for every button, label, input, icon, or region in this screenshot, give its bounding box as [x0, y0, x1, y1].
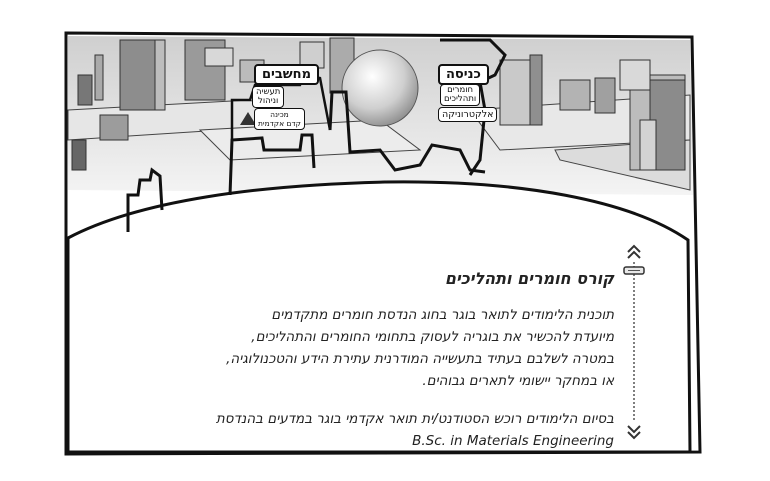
sign-industry-label-2: וניהול — [258, 96, 279, 106]
sign-entrance[interactable] — [438, 64, 489, 85]
course-description — [190, 268, 614, 449]
sign-materials-label-1: חומרים — [447, 85, 474, 95]
sign-academic-preparatory[interactable] — [254, 108, 305, 130]
sign-electronics-label: אלקטרוניקה — [442, 109, 494, 120]
paragraph-line: B.Sc. in Materials Engineering — [412, 433, 614, 449]
sign-electronics[interactable] — [438, 107, 497, 122]
description-paragraph-1 — [190, 304, 614, 392]
sign-academic-label-2: קדם אקדמית — [258, 119, 301, 128]
paragraph-line: תוכנית הלימודים לתואר בוגר בחוג הנדסת חומרים מתקדמים — [271, 307, 614, 323]
sign-entrance-label: כניסה — [446, 67, 481, 82]
sign-computers-label: מחשבים — [262, 67, 312, 82]
paragraph-line: במטרה לשלבם בעתיד בתעשייה המודרנית עתירת הידע והטכנולוגיה, — [226, 351, 614, 367]
sign-computers[interactable] — [254, 64, 319, 85]
paragraph-line: מיועדת להכשיר את בוגריה לעסוק בתחומי החומרים והתהליכים, — [251, 329, 614, 345]
description-paragraph-2 — [190, 408, 614, 452]
paragraph-line: או במחקר יישומי לתארים גבוהים. — [422, 373, 614, 389]
sign-materials-label-2: ותהליכים — [444, 94, 477, 104]
sign-industry-management[interactable] — [252, 86, 284, 108]
sign-academic-label-1: מכינה — [270, 110, 289, 119]
sign-materials-processes[interactable] — [440, 84, 480, 106]
scrollbar[interactable] — [622, 242, 646, 442]
course-title: קורס חומרים ותהליכים — [444, 269, 614, 288]
paragraph-line: בסיום הלימודים רוכש הסטודנט/ית תואר אקדמי בוגר במדעים בהנדסת — [215, 411, 614, 427]
double-chevron-up-icon[interactable] — [628, 246, 640, 258]
sign-industry-label-1: תעשיה — [256, 87, 281, 97]
city-scene — [68, 36, 693, 195]
double-chevron-down-icon[interactable] — [628, 426, 640, 438]
